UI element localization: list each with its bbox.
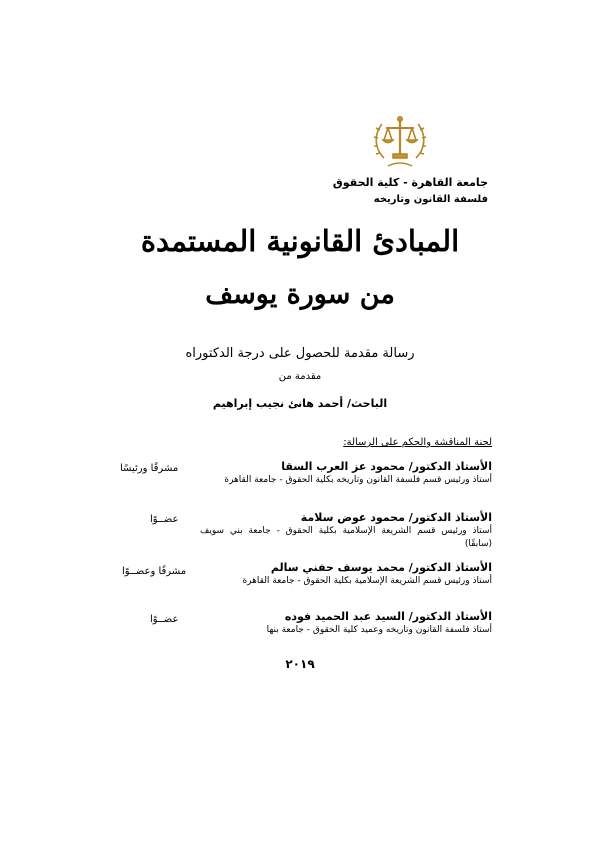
- thesis-title-line2: من سورة يوسف: [205, 279, 395, 310]
- member-role: عضــوًا: [150, 614, 179, 625]
- thesis-title-line1: المبادئ القانونية المستمدة: [140, 224, 460, 258]
- thesis-purpose: رسالة مقدمة للحصول على درجة الدكتوراه: [185, 346, 415, 361]
- member-description: أستاذ ورئيس قسم الشريعة الإسلامية بكلية الحقوق - جامعة القاهرة: [242, 576, 492, 586]
- year: ٢٠١٩: [285, 657, 315, 671]
- department-name: فلسفة القانون وتاريخه: [373, 194, 488, 205]
- member-role: مشرفًا ورئيسًا: [120, 463, 179, 474]
- member-name: الأستاذ الدكتور/ السيد عبد الحميد فوده: [284, 610, 492, 623]
- committee-member: [200, 511, 492, 551]
- submitted-by-label: مقدمة من: [278, 371, 322, 382]
- member-role: عضــوًا: [150, 514, 179, 525]
- member-description: أستاذ فلسفة القانون وتاريخه وعميد كلية الحقوق - جامعة بنها: [266, 625, 492, 635]
- member-role: مشرفًا وعضــوًا: [122, 566, 187, 577]
- committee-member: [200, 460, 492, 487]
- member-name: الأستاذ الدكتور/ محمد يوسف حفني سالم: [270, 561, 492, 574]
- scales-of-justice-icon: [374, 117, 426, 158]
- member-name: الأستاذ الدكتور/ محمود عز العرب السقا: [281, 460, 492, 473]
- committee-heading: لجنة المناقشة والحكم على الرسالة:: [343, 437, 492, 448]
- logo-caption-mark: [388, 163, 412, 166]
- researcher-name: الباحث/ أحمد هانئ نجيب إبراهيم: [212, 397, 388, 410]
- committee-member: [200, 610, 492, 637]
- member-name: الأستاذ الدكتور/ محمود عوض سلامة: [300, 511, 492, 524]
- member-description: أستاذ ورئيس قسم الشريعة الإسلامية بكلية الحقوق - جامعة بني سويف (سابقًا): [200, 526, 492, 549]
- faculty-logo: [368, 112, 432, 172]
- committee-member: [200, 561, 492, 588]
- member-description: أستاذ ورئيس قسم فلسفة القانون وتاريخه بكلية الحقوق - جامعة القاهرة: [224, 475, 492, 485]
- university-faculty: جامعة القاهرة - كلية الحقوق: [332, 176, 488, 189]
